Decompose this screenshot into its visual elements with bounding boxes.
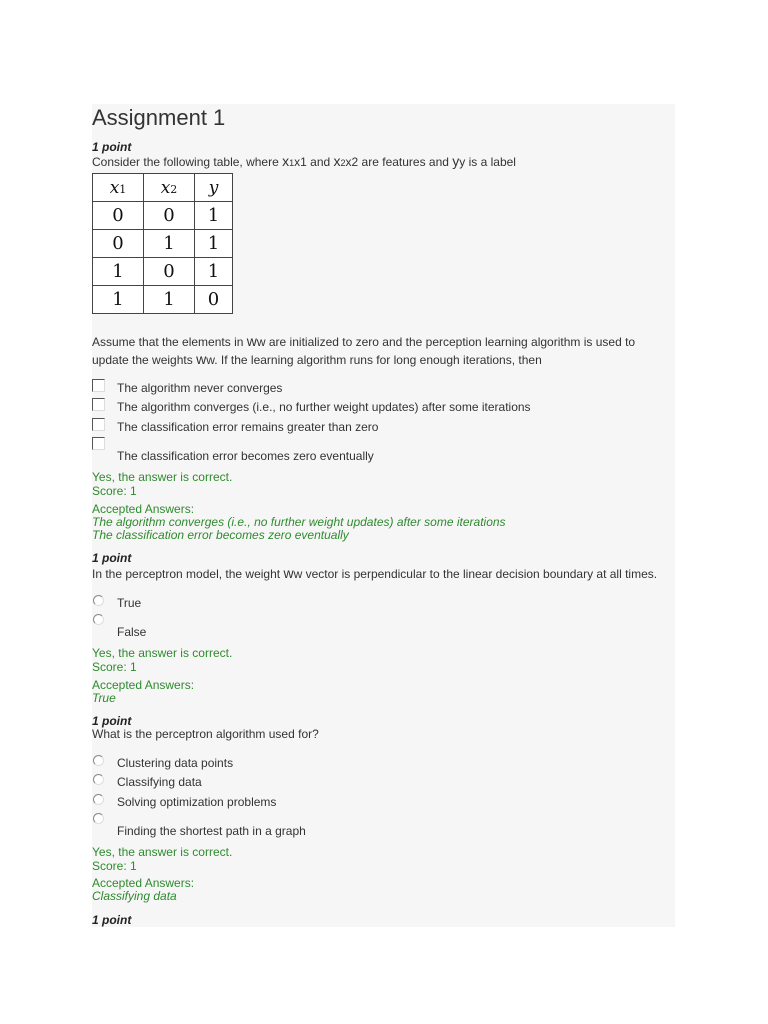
q3-accepted-label: Accepted Answers: xyxy=(92,876,195,890)
checkbox[interactable] xyxy=(92,418,105,431)
table-row xyxy=(93,202,233,230)
q4-points: 1 point xyxy=(92,913,132,927)
table-header-row xyxy=(93,174,233,202)
radio-button[interactable] xyxy=(93,595,104,606)
q1-feedback: Yes, the answer is correct. xyxy=(92,470,233,484)
option-label: False xyxy=(117,625,147,639)
q2-accepted-label: Accepted Answers: xyxy=(92,678,195,692)
table-row xyxy=(93,258,233,286)
q1-accepted-answer: The algorithm converges (i.e., no further weight updates) after some iterations xyxy=(92,515,506,529)
option-label: The classification error becomes zero eventually xyxy=(117,449,374,463)
q1-score: Score: 1 xyxy=(92,484,137,498)
radio-button[interactable] xyxy=(93,794,104,805)
q1-prompt: Consider the following table, where x1x1 and x2x2 are features and yy is a label xyxy=(92,153,516,169)
feature-table xyxy=(92,173,233,314)
table-cell: 1 xyxy=(93,258,144,286)
table-cell: 1 xyxy=(144,230,195,258)
table-cell: 0 xyxy=(93,202,144,230)
table-header-cell: x2 xyxy=(144,174,195,202)
option-label: Classifying data xyxy=(117,775,202,789)
table-cell: 1 xyxy=(195,230,233,258)
page-title: Assignment 1 xyxy=(92,105,226,130)
assignment-sheet xyxy=(92,104,675,927)
radio-button[interactable] xyxy=(93,774,104,785)
q2-accepted-answer: True xyxy=(92,691,116,705)
option-label: Clustering data points xyxy=(117,756,234,770)
checkbox[interactable] xyxy=(92,379,105,392)
table-cell: 0 xyxy=(144,202,195,230)
table-cell: 0 xyxy=(144,258,195,286)
checkbox[interactable] xyxy=(92,437,105,450)
q1-accepted-label: Accepted Answers: xyxy=(92,502,195,516)
table-cell: 1 xyxy=(93,286,144,314)
q3-feedback: Yes, the answer is correct. xyxy=(92,845,233,859)
q2-prompt: In the perceptron model, the weight ww vector is perpendicular to the linear decision boundary at all times. xyxy=(92,565,658,581)
radio-button[interactable] xyxy=(93,755,104,766)
q2-score: Score: 1 xyxy=(92,660,137,674)
option-label: True xyxy=(117,596,142,610)
option-label: The algorithm never converges xyxy=(117,381,283,395)
table-row xyxy=(93,286,233,314)
table-cell: 1 xyxy=(144,286,195,314)
table-header-cell: y xyxy=(195,174,233,202)
q2-feedback: Yes, the answer is correct. xyxy=(92,646,233,660)
q3-points: 1 point xyxy=(92,714,132,728)
table-row xyxy=(93,230,233,258)
checkbox[interactable] xyxy=(92,398,105,411)
table-cell: 1 xyxy=(195,258,233,286)
table-header-cell: x1 xyxy=(93,174,144,202)
q3-accepted-answer: Classifying data xyxy=(92,889,177,903)
radio-button[interactable] xyxy=(93,614,104,625)
q1-accepted-answer: The classification error becomes zero eventually xyxy=(92,528,349,542)
option-label: The classification error remains greater than zero xyxy=(117,420,379,434)
q1-points: 1 point xyxy=(92,140,132,154)
radio-button[interactable] xyxy=(93,813,104,824)
table-cell: 0 xyxy=(93,230,144,258)
option-label: The algorithm converges (i.e., no further weight updates) after some iterations xyxy=(117,400,531,414)
q1-assumption: Assume that the elements in ww are initialized to zero and the perception learning algorithm is used to update the weights ww. If the learning algorithm runs for long enough iterations, then xyxy=(92,333,636,367)
table-cell: 1 xyxy=(195,202,233,230)
table-cell: 0 xyxy=(195,286,233,314)
q3-score: Score: 1 xyxy=(92,859,137,873)
option-label: Solving optimization problems xyxy=(117,795,277,809)
q2-points: 1 point xyxy=(92,551,132,565)
q3-prompt: What is the perceptron algorithm used for? xyxy=(92,727,319,741)
option-label: Finding the shortest path in a graph xyxy=(117,824,306,838)
